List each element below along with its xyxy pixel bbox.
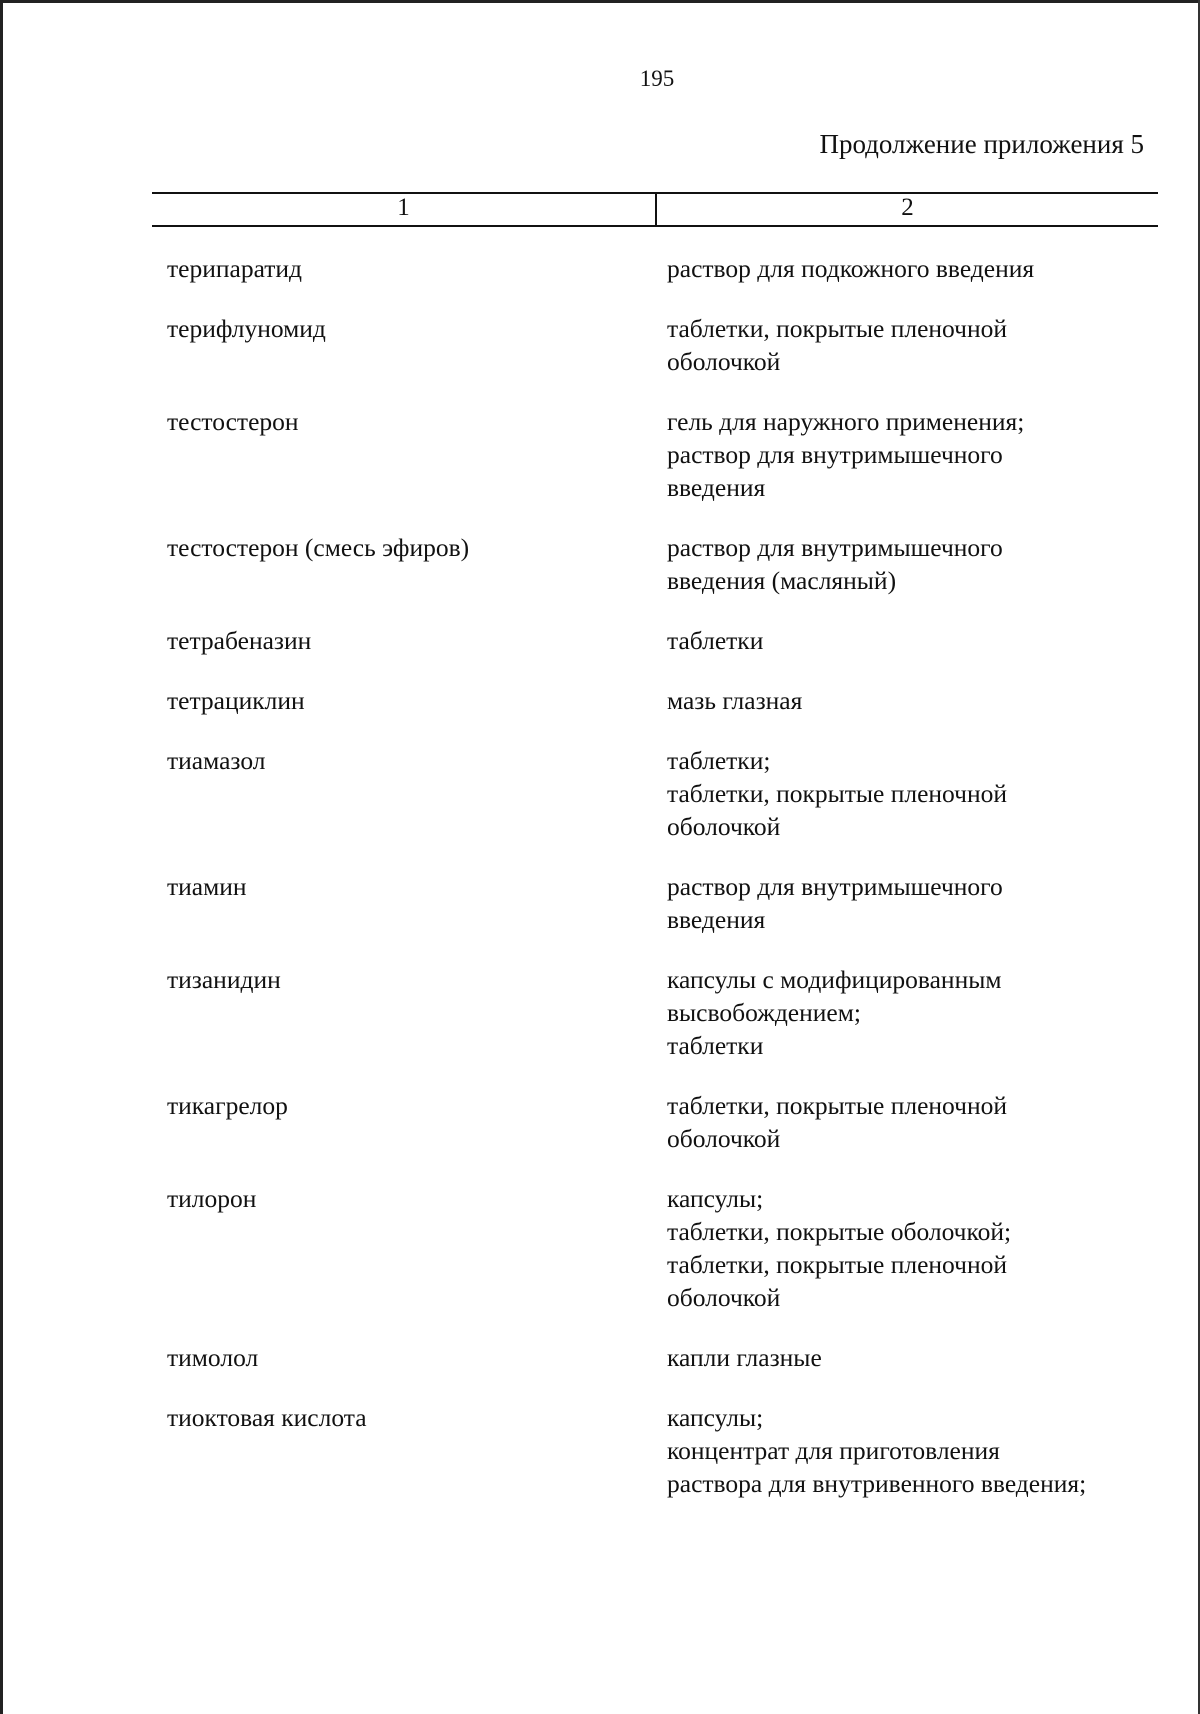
dosage-form-line: мазь глазная <box>667 686 803 715</box>
dosage-forms <box>667 1089 1200 1155</box>
dosage-form-line: раствор для подкожного введения <box>667 254 1035 283</box>
table-row <box>0 963 1200 1062</box>
dosage-form-line: капсулы; <box>667 1403 764 1432</box>
dosage-forms <box>667 744 1200 843</box>
table-row <box>0 1089 1200 1155</box>
dosage-form-line: концентрат для приготовления <box>667 1436 1000 1465</box>
dosage-form-line: таблетки, покрытые пленочной <box>667 779 1008 808</box>
dosage-forms <box>667 1341 1200 1374</box>
dosage-form-line: введения <box>667 905 766 934</box>
dosage-form-line: таблетки, покрытые пленочной <box>667 1091 1008 1120</box>
substance-name: тизанидин <box>167 965 281 994</box>
dosage-forms <box>667 624 1200 657</box>
table-row <box>0 312 1200 378</box>
substance-name: тиамин <box>167 872 247 901</box>
dosage-form-line: раствор для внутримышечного <box>667 533 1003 562</box>
dosage-form-line: раствор для внутримышечного <box>667 872 1003 901</box>
table-row <box>0 744 1200 843</box>
table-row <box>0 624 1200 657</box>
substance-name: тилорон <box>167 1184 257 1213</box>
dosage-forms <box>667 252 1200 285</box>
page-number: 195 <box>639 66 675 91</box>
table-row <box>0 1401 1200 1500</box>
dosage-form-line: оболочкой <box>667 1283 781 1312</box>
dosage-form-line: капсулы с модифицированным <box>667 965 1002 994</box>
dosage-form-line: раствора для внутривенного введения; <box>667 1469 1087 1498</box>
dosage-form-line: таблетки, покрытые пленочной <box>667 314 1008 343</box>
dosage-form-line: капсулы; <box>667 1184 764 1213</box>
dosage-form-line: введения <box>667 473 766 502</box>
table-row <box>0 1341 1200 1374</box>
dosage-form-line: оболочкой <box>667 1124 781 1153</box>
substance-name: терипаратид <box>167 254 302 283</box>
dosage-form-line: таблетки, покрытые пленочной <box>667 1250 1008 1279</box>
column-header-1: 1 <box>397 194 410 221</box>
dosage-form-line: раствор для внутримышечного <box>667 440 1003 469</box>
substance-name: тиоктовая кислота <box>167 1403 367 1432</box>
dosage-forms <box>667 405 1200 504</box>
dosage-form-line: таблетки <box>667 626 764 655</box>
dosage-forms <box>667 684 1200 717</box>
dosage-form-line: гель для наружного применения; <box>667 407 1025 436</box>
dosage-form-line: таблетки, покрытые оболочкой; <box>667 1217 1012 1246</box>
dosage-forms <box>667 312 1200 378</box>
table-row <box>0 684 1200 717</box>
dosage-forms <box>667 531 1200 597</box>
dosage-form-line: введения (масляный) <box>667 566 897 595</box>
dosage-form-line: капли глазные <box>667 1343 822 1372</box>
substance-name: тикагрелор <box>167 1091 288 1120</box>
substance-name: тетрациклин <box>167 686 305 715</box>
column-header-2: 2 <box>901 194 914 221</box>
substance-name: тимолол <box>167 1343 259 1372</box>
substance-name: тиамазол <box>167 746 266 775</box>
substance-name: тестостерон <box>167 407 299 436</box>
dosage-form-line: оболочкой <box>667 812 781 841</box>
dosage-form-line: таблетки; <box>667 746 771 775</box>
substance-name: тетрабеназин <box>167 626 312 655</box>
dosage-forms <box>667 870 1200 936</box>
appendix-continuation-title: Продолжение приложения 5 <box>819 129 1144 159</box>
dosage-form-line: оболочкой <box>667 347 781 376</box>
table-row <box>0 1182 1200 1314</box>
substance-name: тестостерон (смесь эфиров) <box>167 533 470 562</box>
dosage-forms <box>667 1182 1200 1314</box>
table-row <box>0 870 1200 936</box>
table-body <box>0 252 1200 1527</box>
substance-name: терифлуномид <box>167 314 326 343</box>
table-row <box>0 405 1200 504</box>
table-row <box>0 252 1200 285</box>
dosage-form-line: высвобождением; <box>667 998 861 1027</box>
table-row <box>0 531 1200 597</box>
scan-edge-top <box>0 0 1200 3</box>
dosage-form-line: таблетки <box>667 1031 764 1060</box>
dosage-forms <box>667 963 1200 1062</box>
dosage-forms <box>667 1401 1200 1500</box>
